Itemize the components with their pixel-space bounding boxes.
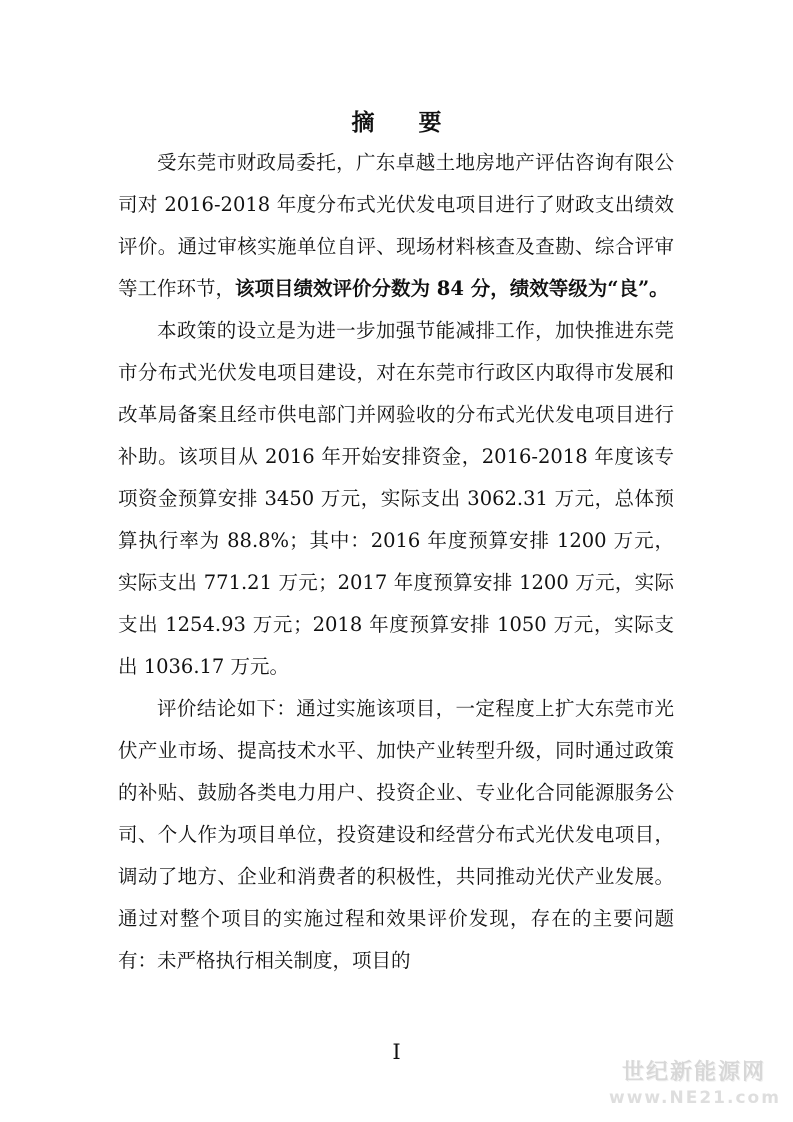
site-watermark bbox=[609, 1055, 779, 1108]
watermark-site-name: 世纪新能源网 bbox=[621, 1060, 766, 1085]
paragraph-1-text: 受东莞市财政局委托，广东卓越土地房地产评估咨询有限公司对 2016-2018 年度分布式光伏发电项目进行了财政支出绩效评价。通过审核实施单位自评、现场材料核查及查勘、综合评审等工作环节， bbox=[118, 151, 674, 300]
paragraph-3-text: 评价结论如下：通过实施该项目，一定程度上扩大东莞市光伏产业市场、提高技术水平、加快产业转型升级，同时通过政策的补贴、鼓励各类电力用户、投资企业、专业化合同能源服务公司、个人作为项目单位，投资建设和经营分布式光伏发电项目，调动了地方、企业和消费者的积极性，共同推动光伏产业发展。通过对整个项目的实施过程和效果评价发现，存在的主要问题有：未严格执行相关制度，项目的 bbox=[118, 697, 674, 972]
paragraph-2 bbox=[118, 310, 674, 688]
paragraph-1-bold-conclusion: 该项目绩效评价分数为 84 分，绩效等级为“良”。 bbox=[235, 277, 669, 300]
paragraph-1 bbox=[118, 142, 674, 310]
document-body bbox=[118, 142, 674, 982]
watermark-url: www.NE21.com bbox=[609, 1088, 781, 1108]
paragraph-2-text: 本政策的设立是为进一步加强节能减排工作，加快推进东莞市分布式光伏发电项目建设，对在东莞市行政区内取得市发展和改革局备案且经市供电部门并网验收的分布式光伏发电项目进行补助。该项目从 2016 年开始安排资金，2016-2018 年度该专项资金预算安排 3450 万元，实际支出 3062.31 万元，总体预算执行率为 88.8%；其中：2016 年度预算安排 1200 万元，实际支出 771.21 万元；2017 年度预算安排 1200 万元，实际支出 1254.93 万元；2018 年度预算安排 1050 万元，实际支出 1036.17 万元。 bbox=[118, 319, 674, 678]
page-number: I bbox=[392, 1040, 401, 1064]
paragraph-3 bbox=[118, 688, 674, 982]
page-title: 摘 要 bbox=[351, 109, 460, 136]
